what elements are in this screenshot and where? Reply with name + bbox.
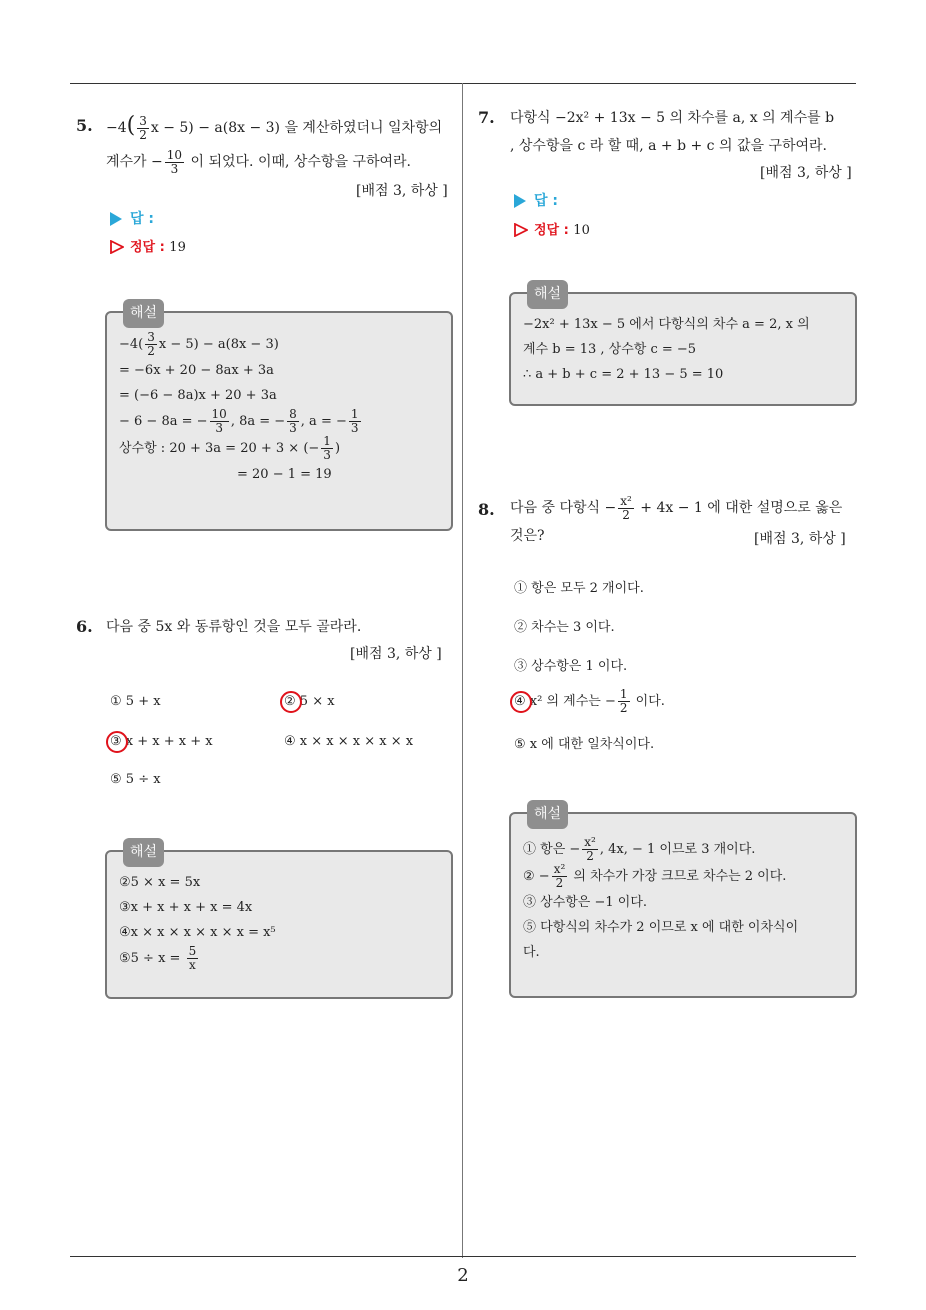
q6-solution-box [105, 844, 453, 999]
q8-sol-line4: ⑤ 다항식의 차수가 2 이므로 x 에 대한 이차식이 [523, 920, 799, 935]
q5-solution-box [105, 305, 453, 531]
q8-stem-line2: 것은? [510, 528, 545, 544]
q5-l1-post: x − 5) − a(8x − 3) 을 계산하였더니 일차항의 [150, 120, 443, 136]
q7-answer-row[interactable]: 답 : [514, 190, 558, 210]
q7-solution-tag: 해설 [527, 280, 568, 309]
q7-stem-line2: , 상수항을 c 라 할 때, a + b + c 의 값을 구하여라. [510, 138, 827, 154]
triangle-outline-icon [110, 240, 124, 254]
page-number: 2 [457, 1265, 469, 1286]
q6-number: 6. [76, 617, 93, 636]
q6-selected-mark-3 [106, 731, 128, 753]
q8-sol-line2: ② − $\frac{\text{x²}}{2}$ 의 차수가 가장 크므로 차수는 2 이다. [523, 862, 787, 890]
q5-correct-row: 정답 : 19 [110, 236, 186, 255]
q8-option-2[interactable]: ② 차수는 3 이다. [514, 620, 615, 635]
q7-stem-line1: 다항식 −2x² + 13x − 5 의 차수를 a, x 의 계수를 b [510, 110, 835, 126]
q6-option-3[interactable]: ③ x + x + x + x [110, 734, 213, 749]
q6-solution-tag: 해설 [123, 838, 164, 867]
q5-l1-pre: −4 [106, 120, 127, 136]
q8-selected-mark-4 [510, 691, 532, 713]
q8-score: [배점 3, 하상 ] [754, 531, 846, 547]
q6-selected-mark-2 [280, 691, 302, 713]
q7-solution-box [509, 286, 857, 406]
bottom-rule [70, 1256, 856, 1257]
q5-sol-line1: −4( $\frac{3}{2}$ x − 5) − a(8x − 3) [119, 330, 279, 358]
q5-l1-frac: $\frac{3}{2}$ [139, 113, 147, 142]
q5-sol-line4: − 6 − 8a = − $\frac{10}{3}$ , 8a = − $\frac{8}{3}$ , a = − $\frac{1}{3}$ [119, 407, 359, 435]
top-rule [70, 83, 856, 84]
q8-stem-frac: $\frac{\text{x²}}{2}$ [620, 493, 632, 522]
q6-sol-line3: ④x × x × x × x × x = x⁵ [119, 925, 276, 940]
q8-option-1[interactable]: ① 항은 모두 2 개이다. [514, 581, 644, 596]
q8-sol-line3: ③ 상수항은 −1 이다. [523, 895, 648, 910]
q8-option-5[interactable]: ⑤ x 에 대한 일차식이다. [514, 737, 655, 752]
column-divider [462, 83, 463, 1258]
q6-sol-line4: ⑤5 ÷ x = $\frac{5}{x}$ [119, 944, 197, 972]
q7-sol-line3: ∴ a + b + c = 2 + 13 − 5 = 10 [523, 367, 724, 382]
q5-sol-line3: = (−6 − 8a)x + 20 + 3a [119, 388, 277, 403]
q5-sol-line2: = −6x + 20 − 8ax + 3a [119, 363, 274, 378]
q6-sol-line1: ②5 × x = 5x [119, 875, 201, 890]
triangle-outline-icon [514, 223, 528, 237]
q7-score: [배점 3, 하상 ] [760, 165, 852, 181]
q6-sol-line2: ③x + x + x + x = 4x [119, 900, 253, 915]
q6-stem: 다음 중 5x 와 동류항인 것을 모두 골라라. [106, 619, 362, 635]
q7-sol-line1: −2x² + 13x − 5 에서 다항식의 차수 a = 2, x 의 [523, 317, 810, 332]
q5-sol-line5: 상수항 : 20 + 3a = 20 + 3 × (− $\frac{1}{3}$ ) [119, 434, 341, 462]
q8-number: 8. [478, 500, 495, 519]
q7-sol-line2: 계수 b = 13 , 상수항 c = −5 [523, 342, 697, 357]
q5-score: [배점 3, 하상 ] [356, 183, 448, 199]
q6-score: [배점 3, 하상 ] [350, 646, 442, 662]
q7-correct-row: 정답 : 10 [514, 219, 590, 238]
q8-solution-box [509, 806, 857, 998]
q6-option-2[interactable]: ② 5 × x [284, 694, 335, 709]
q5-number: 5. [76, 116, 93, 135]
q5-stem-line2: 계수가 − $\frac{10}{3}$ 이 되었다. 이때, 상수항을 구하여라. [106, 147, 411, 176]
q5-solution-tag: 해설 [123, 299, 164, 328]
q8-sol-line1: ① 항은 − $\frac{\text{x²}}{2}$ , 4x, − 1 이므로 3 개이다. [523, 835, 756, 863]
q6-option-1[interactable]: ① 5 + x [110, 694, 161, 709]
q6-option-4[interactable]: ④ x × x × x × x × x [284, 734, 414, 749]
q8-option-4[interactable]: ④ x² 의 계수는 − $\frac{1}{2}$ 이다. [514, 687, 665, 715]
play-icon [110, 212, 122, 226]
q6-option-5[interactable]: ⑤ 5 ÷ x [110, 772, 161, 787]
q5-answer-row[interactable]: 답 : [110, 208, 154, 228]
q8-stem-line1: 다음 중 다항식 − $\frac{\text{x²}}{2}$ + 4x − 1 에 대한 설명으로 옳은 [510, 493, 843, 522]
q5-stem-line1: −4( $\frac{3}{2}$ x − 5) − a(8x − 3) 을 계산하였더니 일차항의 [106, 113, 443, 142]
q8-option-3[interactable]: ③ 상수항은 1 이다. [514, 659, 628, 674]
q8-solution-tag: 해설 [527, 800, 568, 829]
q5-sol-line6: = 20 − 1 = 19 [237, 467, 332, 482]
play-icon [514, 194, 526, 208]
q5-l2-frac: $\frac{10}{3}$ [166, 147, 183, 176]
q7-number: 7. [478, 108, 495, 127]
q8-sol-line5: 다. [523, 945, 540, 960]
